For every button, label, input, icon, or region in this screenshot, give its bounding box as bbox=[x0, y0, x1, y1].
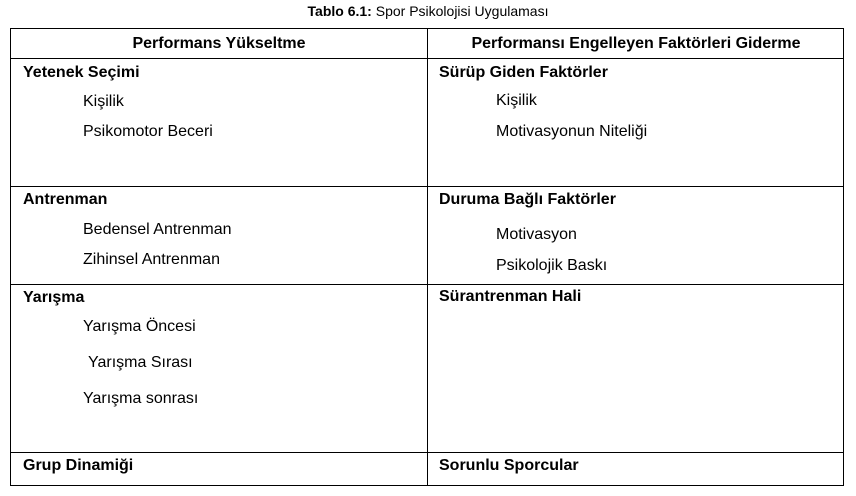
list-item: Bedensel Antrenman bbox=[83, 221, 232, 238]
list-item: Psikomotor Beceri bbox=[83, 123, 213, 140]
table-caption bbox=[0, 3, 856, 19]
list-item: Kişilik bbox=[496, 92, 537, 109]
section-title-surup-giden-faktorler: Sürüp Giden Faktörler bbox=[439, 64, 608, 81]
list-item: Yarışma sonrası bbox=[83, 390, 199, 407]
row-divider-1 bbox=[11, 186, 843, 187]
list-item: Zihinsel Antrenman bbox=[83, 251, 220, 268]
row-divider-2 bbox=[11, 284, 843, 285]
section-title-sorunlu-sporcular: Sorunlu Sporcular bbox=[439, 457, 579, 474]
list-item: Psikolojik Baskı bbox=[496, 257, 608, 274]
header-right: Performansı Engelleyen Faktörleri Giderme bbox=[471, 35, 801, 52]
row-divider-3 bbox=[11, 452, 843, 453]
header-divider bbox=[11, 58, 843, 59]
list-item: Yarışma Öncesi bbox=[83, 318, 196, 335]
section-title-antrenman: Antrenman bbox=[23, 191, 108, 208]
list-item: Kişilik bbox=[83, 93, 124, 110]
list-item: Motivasyon bbox=[496, 226, 577, 243]
list-item: Yarışma Sırası bbox=[88, 354, 193, 371]
caption-text: Spor Psikolojisi Uygulaması bbox=[371, 3, 549, 19]
section-title-yarisma: Yarışma bbox=[23, 289, 85, 306]
caption-label: Tablo 6.1: bbox=[307, 3, 372, 19]
section-title-surantrenman-hali: Sürantrenman Hali bbox=[439, 288, 582, 305]
header-left: Performans Yükseltme bbox=[132, 35, 306, 52]
column-divider bbox=[427, 29, 428, 485]
applications-table bbox=[10, 28, 844, 486]
section-title-duruma-bagli-faktorler: Duruma Bağlı Faktörler bbox=[439, 191, 616, 208]
list-item: Motivasyonun Niteliği bbox=[496, 123, 648, 140]
section-title-grup-dinamigi: Grup Dinamiği bbox=[23, 457, 134, 474]
section-title-yetenek-secimi: Yetenek Seçimi bbox=[23, 64, 140, 81]
